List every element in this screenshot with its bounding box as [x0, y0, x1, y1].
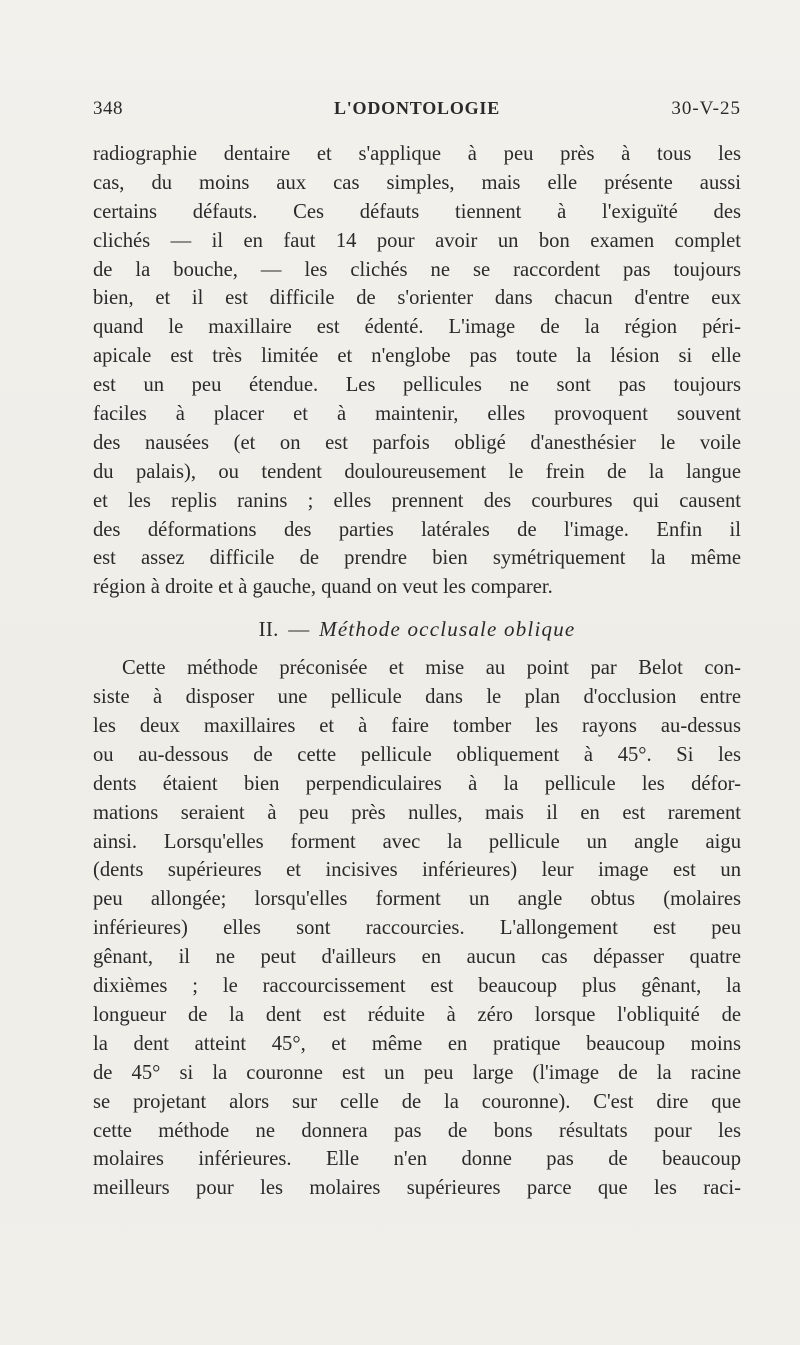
page-number: 348	[93, 98, 123, 119]
text-line: de 45° si la couronne est un peu large (l'image de la racine	[93, 1061, 741, 1084]
text-line: ou au-dessous de cette pellicule obliquement à 45°. Si les	[93, 743, 741, 766]
text-line: siste à disposer une pellicule dans le plan d'occlusion entre	[93, 686, 741, 709]
running-header	[93, 98, 741, 128]
text-line: cette méthode ne donnera pas de bons résultats pour les	[93, 1119, 741, 1142]
text-line: des déformations des parties latérales de l'image. Enfin il	[93, 518, 741, 541]
text-line: du palais), ou tendent douloureusement le frein de la langue	[93, 460, 741, 483]
text-line: mations seraient à peu près nulles, mais il en est rarement	[93, 801, 741, 824]
text-line: faciles à placer et à maintenir, elles provoquent souvent	[93, 403, 741, 426]
text-line: inférieures) elles sont raccourcies. L'allongement est peu	[93, 917, 741, 940]
text-line: molaires inférieures. Elle n'en donne pas de beaucoup	[93, 1148, 741, 1171]
text-line: radiographie dentaire et s'applique à peu près à tous les	[93, 143, 741, 165]
text-line: apicale est très limitée et n'englobe pas toute la lésion si elle	[93, 345, 741, 368]
paragraph-2	[93, 654, 741, 1203]
section-numeral: II.	[258, 617, 279, 642]
text-line: la dent atteint 45°, et même en pratique beaucoup moins	[93, 1032, 741, 1055]
text-line: les deux maxillaires et à faire tomber les rayons au-dessus	[93, 715, 741, 738]
text-line: est assez difficile de prendre bien symétriquement la même	[93, 547, 741, 570]
journal-title: L'ODONTOLOGIE	[333, 98, 501, 118]
text-line: clichés — il en faut 14 pour avoir un bon examen complet	[93, 229, 741, 252]
issue-date: 30-V-25	[671, 98, 741, 119]
text-line: (dents supérieures et incisives inférieures) leur image est un	[93, 859, 741, 882]
text-line: gênant, il ne peut d'ailleurs en aucun cas dépasser quatre	[93, 946, 741, 969]
text-line: dixièmes ; le raccourcissement est beaucoup plus gênant, la	[93, 975, 741, 998]
section-title: Méthode occlusale oblique	[319, 617, 576, 642]
text-line: et les replis ranins ; elles prennent des courbures qui causent	[93, 489, 741, 512]
text-line: quand le maxillaire est édenté. L'image de la région péri-	[93, 316, 741, 339]
text-line: bien, et il est difficile de s'orienter dans chacun d'entre eux	[93, 287, 741, 310]
text-line: longueur de la dent est réduite à zéro lorsque l'obliquité de	[93, 1003, 741, 1026]
text-line: dents étaient bien perpendiculaires à la pellicule les défor-	[93, 772, 741, 795]
text-line: ainsi. Lorsqu'elles forment avec la pellicule un angle aigu	[93, 830, 741, 853]
section-dash: —	[288, 617, 310, 642]
text-line: cas, du moins aux cas simples, mais elle présente aussi	[93, 171, 741, 194]
text-line: des nausées (et on est parfois obligé d'anesthésier le voile	[93, 431, 741, 454]
text-line: peu allongée; lorsqu'elles forment un angle obtus (molaires	[93, 888, 741, 911]
text-line: de la bouche, — les clichés ne se raccordent pas toujours	[93, 258, 741, 281]
text-line: est un peu étendue. Les pellicules ne sont pas toujours	[93, 374, 741, 397]
section-heading	[93, 606, 741, 652]
body-text	[93, 140, 741, 1203]
paragraph-1	[93, 140, 741, 602]
text-line: région à droite et à gauche, quand on veut les comparer.	[93, 576, 553, 599]
text-line: meilleurs pour les molaires supérieures parce que les raci-	[93, 1177, 741, 1200]
text-line: certains défauts. Ces défauts tiennent à l'exiguïté des	[93, 200, 741, 223]
text-line: se projetant alors sur celle de la couronne). C'est dire que	[93, 1090, 741, 1113]
text-line: Cette méthode préconisée et mise au point par Belot con-	[122, 657, 741, 680]
